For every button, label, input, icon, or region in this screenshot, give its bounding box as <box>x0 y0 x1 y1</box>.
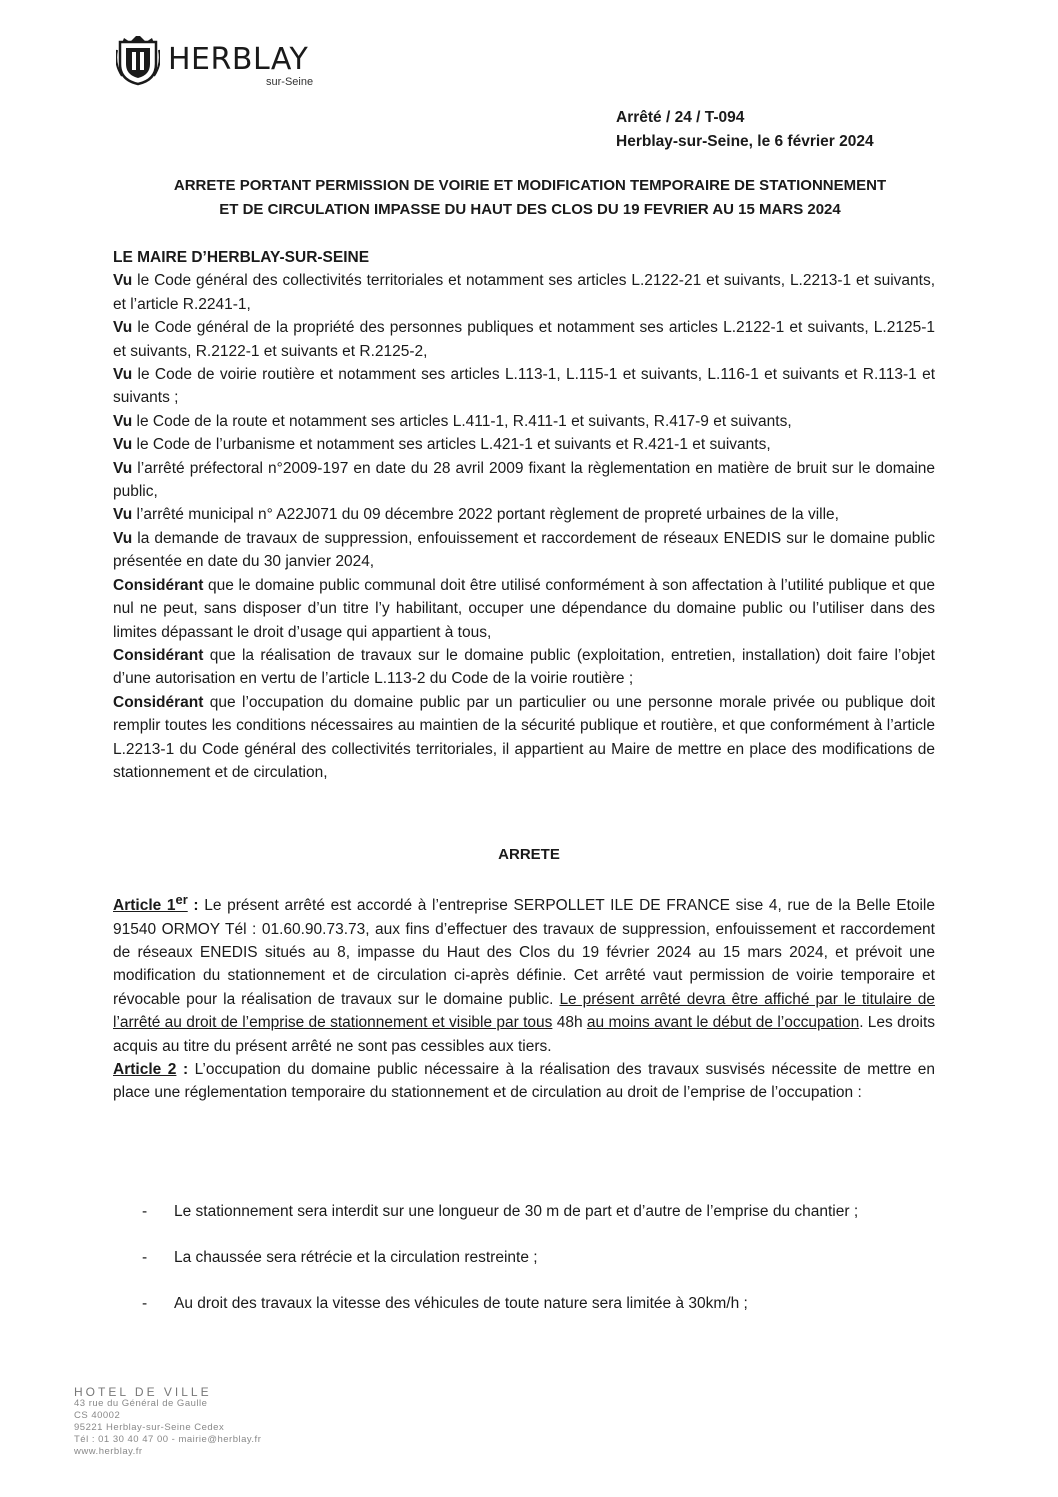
title-line-1: ARRETE PORTANT PERMISSION DE VOIRIE ET MODIFICATION TEMPORAIRE DE STATIONNEMENT <box>173 177 887 194</box>
list-item: - La chaussée sera rétrécie et la circulation restreinte ; <box>142 1249 538 1266</box>
list-item: - Le stationnement sera interdit sur une longueur de 30 m de part et d’autre de l’emprise du chantier ; <box>142 1203 859 1220</box>
preamble <box>113 246 935 784</box>
article-2: Article 2 : L’occupation du domaine public nécessaire à la réalisation des travaux susvisés nécessite de mettre en place une réglementation temporaire du stationnement et de circulation au droit de l’emprise de l’occupation : <box>113 1061 936 1102</box>
vu-paragraph: Vu la demande de travaux de suppression, enfouissement et raccordement de réseaux ENEDIS sur le domaine public présentée en date du 30 janvier 2024, <box>113 529 935 571</box>
title-line-2: ET DE CIRCULATION IMPASSE DU HAUT DES CLOS DU 19 FEVRIER AU 15 MARS 2024 <box>219 201 841 218</box>
vu-paragraph: Vu l’arrêté préfectoral n°2009-197 en date du 28 avril 2009 fixant la règlementation en matière de bruit sur le domaine public, <box>113 459 935 501</box>
considerant-paragraph: Considérant que l’occupation du domaine public par un particulier ou une personne morale privée ou publique doit remplir toutes les conditions nécessaires au maintien de la sécurité publique et routière, et que conformément à l’article L.2213-1 du Code général des collectivités territoriales, il appartient au Maire de mettre en place des modifications de stationnement et de circulation, <box>113 693 935 781</box>
place-date: Herblay-sur-Seine, le 6 février 2024 <box>616 133 874 150</box>
footer-line: Tél : 01 30 40 47 00 - mairie@herblay.fr <box>74 1434 262 1445</box>
footer-line: CS 40002 <box>74 1410 121 1421</box>
vu-paragraph: Vu le Code de la route et notamment ses articles L.411-1, R.411-1 et suivants, R.417-9 et suivants, <box>113 412 792 430</box>
considerant-paragraph: Considérant que le domaine public communal doit être utilisé conformément à son affectation à l’utilité publique et que nul ne peut, sans disposer d’un titre l’y habilitant, occuper une dépendance du domaine public ou l’utiliser dans des limites dépassant le droit d’usage qui appartient à tous, <box>113 576 935 641</box>
article-2-label: Article 2 <box>113 1061 177 1078</box>
mayor-heading: LE MAIRE D’HERBLAY-SUR-SEINE <box>113 249 370 266</box>
article-1-underlined-notice: Le présent arrêté devra être affiché par le titulaire de l’arrêté au droit de l’emprise de stationnement et visible par tous <box>113 990 936 1032</box>
footer-address <box>74 1386 261 1458</box>
article-1: Article 1er : Le présent arrêté est accordé à l’entreprise SERPOLLET ILE DE FRANCE sise 4, rue de la Belle Etoile 91540 ORMOY Tél : 01.60.90.73.73, aux fins d’effectuer des travaux de suppression, enfouissement et raccordement de réseaux ENEDIS situés au 8, impasse du Haut des Clos du 19 février 2024 au 15 mars 2024, et prévoit une modification du stationnement et de circulation ci-après définie. Cet arrêté vaut permission de voirie temporaire et révocable pour la réalisation de travaux sur le domaine public. Le présent arrêté devra être affiché par le titulaire de l’arrêté au droit de l’emprise de stationnement et visible par tous 48h au moins avant le début de l’occupation. Les droits acquis au titre du présent arrêté ne sont pas cessibles aux tiers. <box>113 892 936 1055</box>
reference-block <box>616 106 874 154</box>
restriction-list <box>142 1200 936 1338</box>
article-1-label: Article 1er <box>113 892 188 915</box>
footer-line: www.herblay.fr <box>74 1446 143 1457</box>
brand-name: HERBLAY <box>168 42 309 77</box>
arrete-heading: ARRETE <box>498 846 560 863</box>
brand-subtitle: sur-Seine <box>266 76 314 88</box>
herblay-logo <box>116 34 336 90</box>
arrete-reference: Arrêté / 24 / T-094 <box>616 109 745 126</box>
footer-line: 95221 Herblay-sur-Seine Cedex <box>74 1422 225 1433</box>
vu-paragraph: Vu le Code général de la propriété des personnes publiques et notamment ses articles L.2122-1 et suivants, L.2125-1 et suivants, R.2122-1 et suivants et R.2125-2, <box>113 319 935 360</box>
article-1-underlined-delay: au moins avant le début de l’occupation <box>586 1014 860 1032</box>
vu-paragraph: Vu l’arrêté municipal n° A22J071 du 09 décembre 2022 portant règlement de propreté urbaines de la ville, <box>113 506 839 524</box>
footer-line: HOTEL DE VILLE <box>74 1385 212 1399</box>
footer-line: 43 rue du Général de Gaulle <box>74 1398 208 1409</box>
vu-paragraph: Vu le Code de voirie routière et notamment ses articles L.113-1, L.115-1 et suivants, L.116-1 et suivants et R.113-1 et suivants ; <box>113 366 935 407</box>
vu-paragraph: Vu le Code de l’urbanisme et notamment ses articles L.421-1 et suivants et R.421-1 et suivants, <box>113 436 771 454</box>
vu-paragraph: Vu le Code général des collectivités territoriales et notamment ses articles L.2122-21 et suivants, L.2213-1 et suivants, et l’article R.2241-1, <box>113 272 935 313</box>
document-title <box>110 174 950 222</box>
considerant-paragraph: Considérant que la réalisation de travaux sur le domaine public (exploitation, entretien, installation) doit faire l’objet d’une autorisation en vertu de l’article L.113-2 du Code de la voirie routière ; <box>113 646 935 688</box>
list-item: - Au droit des travaux la vitesse des véhicules de toute nature sera limitée à 30km/h ; <box>142 1295 748 1312</box>
city-crest-icon <box>116 34 160 86</box>
articles <box>113 888 935 1105</box>
